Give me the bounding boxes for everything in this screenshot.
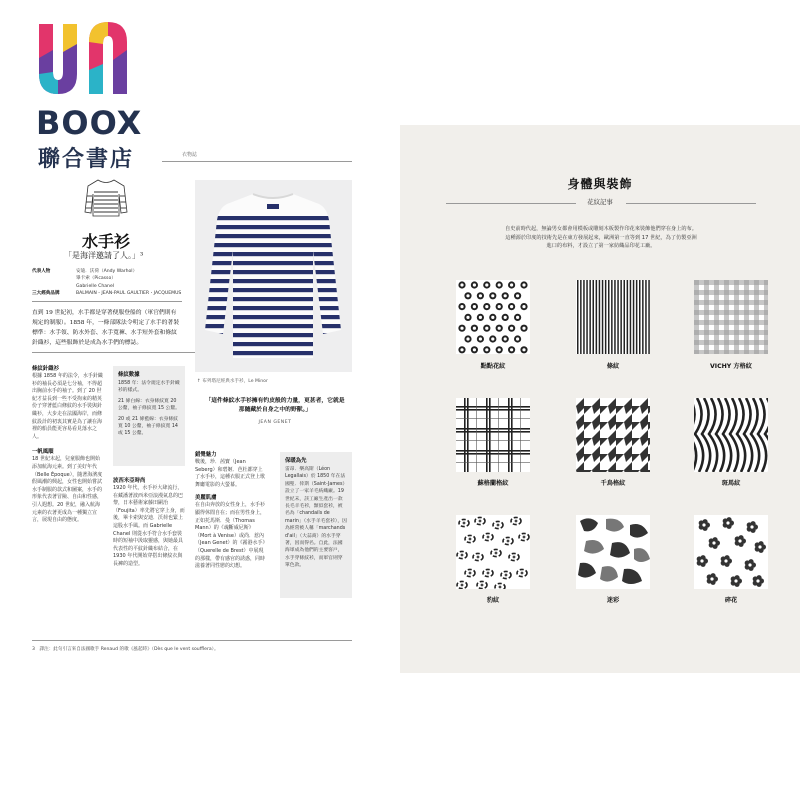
polka-dot-pattern-icon	[456, 280, 530, 354]
credit-value: 安迪．沃荷（Andy Warhol）	[76, 269, 138, 274]
credit-row	[32, 275, 182, 282]
pattern-label: VICHY 方格紋	[709, 363, 752, 370]
pattern-label: 條紋	[606, 363, 620, 370]
section-heading: 條紋針織衫	[32, 366, 59, 372]
sailor-shirt-photo	[195, 180, 352, 372]
keep-warm-box	[280, 452, 352, 598]
box-item: 20 或 21 條藍線：衣身條紋寬 10 公釐，袖子條紋寬 14 或 15 公釐。	[118, 416, 178, 437]
section-heading: 一帆風順	[32, 449, 54, 456]
camouflage-pattern-icon	[576, 515, 650, 589]
credit-key: 三大經典品牌	[32, 291, 60, 297]
stripe-pattern-icon	[576, 280, 650, 354]
credit-row	[32, 283, 182, 290]
box-heading: 保暖為先	[285, 458, 307, 464]
pattern-label: 碎花	[724, 597, 738, 604]
sweater-illustration-icon	[84, 178, 128, 218]
footnote: 3 譯注：此句引言來自法國歌手 Renaud 的歌《風起時》（Dès que le vent soufflera）。	[32, 647, 219, 652]
pull-quote: 「這件條紋水手衫擁有钓皮般的力量，更甚者，它就是那隨藏於自身之中的野獸。」	[205, 398, 345, 413]
section-text: 戰後，珍．茜寶（Jean Seberg）和碧姬．芭杜都穿上了水手衫，這種衣服正式登上歌舞廳電影的大螢幕。	[195, 459, 266, 488]
stripe-data-box	[113, 366, 185, 466]
pattern-label: 斑馬紋	[721, 480, 741, 487]
pattern-label: 迷彩	[606, 597, 620, 604]
subtitle-rule-right	[626, 203, 756, 204]
section-text: 18 世紀末起，兒童服飾也開始添加航海元素。到了美好年代（Belle Époque），隨著海濱度假風潮的興起，女性也開始嘗試水手制服的款式和圖案，水手的形象代表著冒險、自由和性感，引人遐想。20 世紀，融入航海元素的衣著更成為一種獨立宣言，展現自由的態度。	[32, 456, 103, 524]
photo-caption: ↑ 布列塔尼經典水手衫，Le Minor	[197, 379, 268, 384]
credit-row	[32, 268, 182, 275]
credit-value: Gabrielle Chanel	[76, 283, 115, 289]
box-item: 21 條白線：衣身條紋寬 20 公釐，袖子條紋寬 15 公釐。	[118, 398, 180, 412]
credit-value: BALMAIN・JEAN-PAUL GAULTIER・JACQUEMUS	[76, 291, 182, 297]
garment-title: 水手衫	[82, 232, 131, 251]
left-book-page	[0, 0, 360, 800]
credit-key: 代表人物	[32, 269, 51, 274]
box-item: 1858 年：法令規定水手針織衫的樣式。	[118, 381, 180, 394]
zebra-pattern-icon	[694, 398, 768, 472]
text-column-2	[113, 476, 185, 573]
logo-subtitle: 聯合書店	[38, 147, 135, 172]
section-heading: 錯覺魅力	[195, 452, 217, 458]
running-head: 衣物誌	[182, 152, 198, 158]
leopard-pattern-icon	[456, 515, 530, 589]
credits-rule	[32, 301, 182, 302]
tartan-pattern-icon	[456, 398, 530, 472]
floral-pattern-icon	[694, 515, 768, 589]
header-rule	[162, 161, 352, 162]
pattern-label: 豹紋	[486, 597, 500, 604]
right-book-page	[400, 125, 800, 673]
box-text: 雷昂．樂高斯（Léon Legallais）於 1850 年在法國聖．倖斯（Saint-James）設立了一家羊毛紡織廠。19 世紀末，該工廠生產出一款長毛羊毛衫，類似套衫，被名為「chandails de marin」（水手羊毛套衫），因為經常被人稱「marchands d'ail」（大蒜商）的水手穿著，因而得名。自此，法國海軍成為他們的主要客戶，水手穿條紋衫，而軍官則穿單色款。	[285, 467, 347, 569]
credit-key	[32, 275, 76, 282]
pattern-label: 蘇格蘭格紋	[477, 480, 509, 487]
text-column-1	[32, 364, 104, 529]
footnote-rule	[32, 640, 352, 641]
section-text: 1920 年代，水手衫大肆流行，在藏潘著波西米亞浪漫氣息的巴黎，日本藝術家藤田嗣治（Foujita）率先將它穿上身，而後，畢卡索與安迪．沃荷也緊上這股水手風。而 Gabrielle Chanel 則從水手符合水手套裝時的短袖中汲取靈感，與她最具代表性的平紋針織布結合，在 1930 年代開始穿搭出條紋衣與長褲的造型。	[113, 485, 185, 567]
garment-quote: 「是海洋邀請了人。」³	[64, 251, 144, 260]
section-text: 根據 1858 年的法令，水手針織衫的袖長必須是七分袖，不得超出胸前水手的袖子。到了 20 世紀才益長到一些不受拘束的精英份子穿著藍白條紋的水手裝與針織衫，大步走在法國海岸，而條紋設計的初衷其實是為了讓在海裡的船員能更容易看見落水之人。	[32, 373, 103, 440]
page-description: 自史前時代起，無論男女都會用模板或雕刻木板製作印花來裝飾他們穿在身上的布。這種源於印度的技術先是在東方發展起來，歐洲第一直等到 17 世紀，為了仿製亞洲進口的布料，才設立了第一家紡織品印花工廠。	[505, 226, 697, 249]
section-heading: 波西米亞時尚	[113, 478, 146, 484]
section-text: 在自由奔放的女性身上，水手衫顯得休閒自在；而在男性身上，正如托馬斯．曼（Thomas Mann）的《魂斷威尼斯》（Mort à Venise）或尚．惹內（Jean Genet）的《霧港水手》（Querelle de Brest）中展現的那樣，帶有感官的誘惑，同時滋養著同性戀的幻想。	[195, 502, 266, 570]
credit-value: 畢卡索（Picasso）	[76, 276, 116, 282]
gingham-pattern-icon	[694, 280, 768, 354]
striped-shirt-icon	[195, 180, 352, 372]
houndstooth-pattern-icon	[576, 398, 650, 472]
logo-brand-text: BOOX	[36, 104, 143, 142]
text-column-3	[195, 450, 267, 575]
box-heading: 條紋數據	[118, 372, 140, 378]
credit-row	[32, 290, 182, 297]
pull-quote-author: JEAN GENET	[258, 420, 292, 425]
intro-paragraph: 直到 19 世紀初，水手都是穿著便服登船的（軍官們則有規定的制服）。1858 年，一條部隊法令明定了水手的著裝標準：水手領、防水外套、水手寬褲、水手短外套和條紋針織衫，這些服飾於是成為水手們的標誌。	[32, 310, 180, 346]
section-heading: 美麗肌膚	[195, 495, 217, 502]
page-title: 身體與裝飾	[567, 177, 633, 191]
credits-list	[32, 268, 182, 298]
credit-key	[32, 283, 76, 290]
pattern-label: 點點花紋	[480, 363, 506, 370]
pattern-label: 千鳥格紋	[600, 480, 626, 487]
page-subtitle: 花紋記事	[587, 198, 613, 206]
